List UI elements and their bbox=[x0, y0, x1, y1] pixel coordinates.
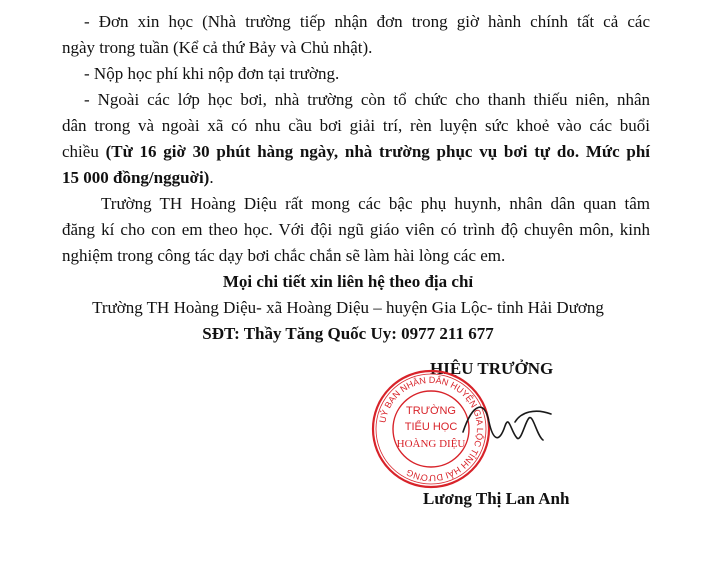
bullet-extra-line1: - Ngoài các lớp học bơi, nhà trường còn tổ chức cho thanh thiếu niên, nhân bbox=[84, 90, 650, 109]
contact-heading: Mọi chi tiết xin liên hệ theo địa chỉ bbox=[222, 272, 474, 291]
contact-phone: SĐT: Thầy Tăng Quốc Uy: 0977 211 677 bbox=[202, 324, 494, 343]
stamp-ring-text: UỶ BAN NHÂN DÂN HUYỆN GIA LỘC TỈNH HẢI DƯƠNG bbox=[377, 374, 486, 484]
handwritten-signature bbox=[455, 392, 565, 462]
bullet-extra-line3 bbox=[62, 141, 650, 163]
bullet-extra-line4 bbox=[62, 167, 214, 189]
signature-stroke bbox=[463, 407, 551, 440]
bullet-fee: - Nộp học phí khi nộp đơn tại trường. bbox=[84, 64, 340, 83]
fee-period: . bbox=[209, 168, 214, 187]
bullet-application-line2: ngày trong tuần (Kể cả thứ Bảy và Chủ nhật). bbox=[62, 38, 373, 57]
afternoon-word: chiều bbox=[62, 142, 99, 161]
bullet-application-line1: - Đơn xin học (Nhà trường tiếp nhận đơn trong giờ hành chính tất cả các bbox=[84, 12, 650, 31]
invitation-line3: nghiệm trong công tác dạy bơi chắc chắn sẽ làm hài lòng các em. bbox=[62, 246, 506, 265]
signer-title: HIỆU TRƯỞNG bbox=[430, 359, 554, 378]
fee-amount: 15 000 đồng/ngguời) bbox=[62, 168, 210, 187]
bullet-extra-line2: dân trong và ngoài xã có nhu cầu bơi giải trí, rèn luyện sức khoẻ vào các buổi bbox=[62, 116, 650, 135]
signer-name: Lương Thị Lan Anh bbox=[423, 489, 570, 508]
stamp-line-2: TIỂU HỌC bbox=[404, 421, 458, 433]
stamp-line-3: HOÀNG DIỆU bbox=[396, 438, 466, 450]
contact-address: Trường TH Hoàng Diệu- xã Hoàng Diệu – huyện Gia Lộc- tỉnh Hải Dương bbox=[92, 298, 604, 317]
stamp-line-1: TRƯỜNG bbox=[406, 405, 456, 417]
invitation-line2: đăng kí cho con em theo học. Với đội ngũ giáo viên có trình độ chuyên môn, kinh bbox=[62, 220, 650, 239]
invitation-line1: Trường TH Hoàng Diệu rất mong các bậc phụ huynh, nhân dân quan tâm bbox=[101, 194, 650, 213]
free-swim-info: (Từ 16 giờ 30 phút hàng ngày, nhà trường phục vụ bơi tự do. Mức phí bbox=[105, 142, 650, 161]
